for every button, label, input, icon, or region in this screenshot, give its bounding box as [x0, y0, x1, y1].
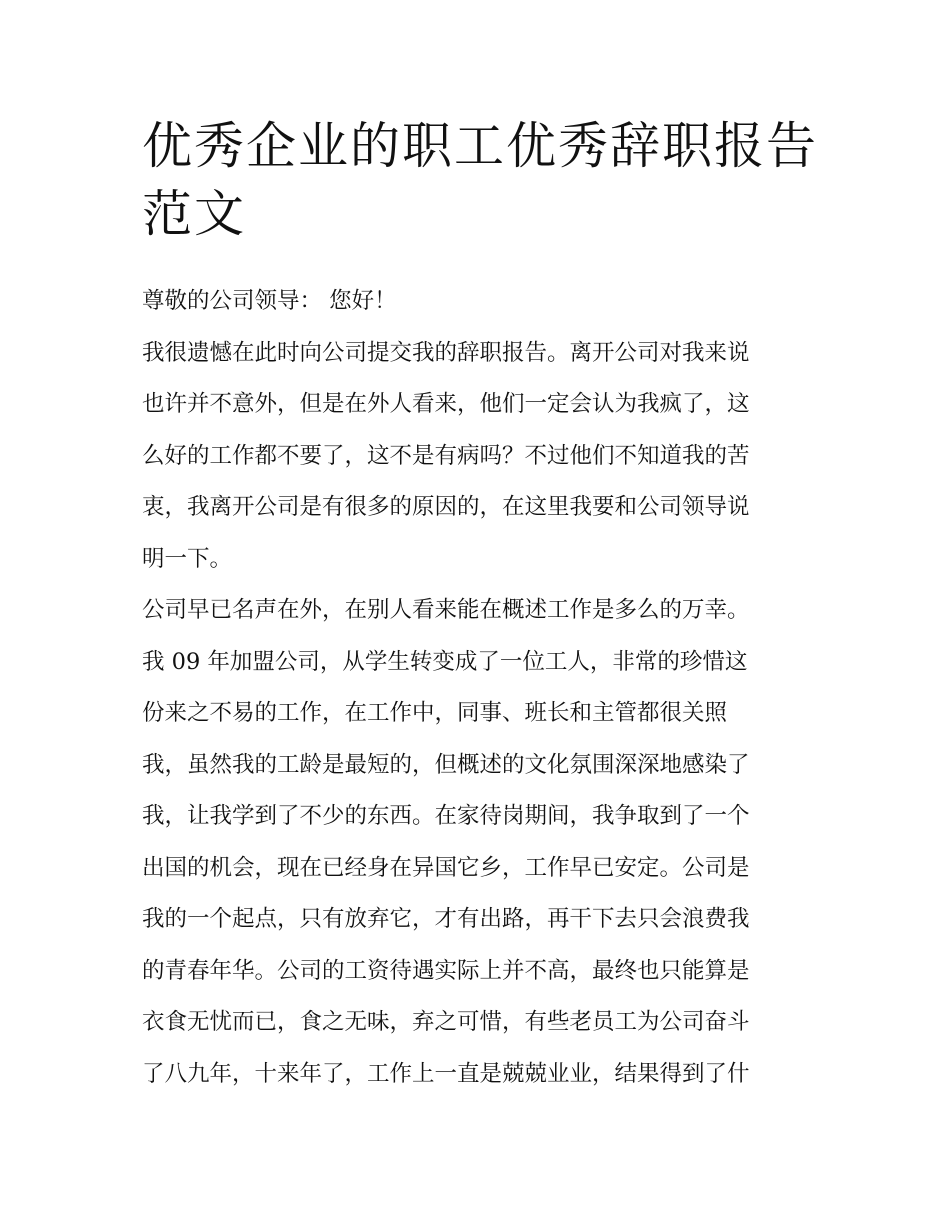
text-line: 我，让我学到了不少的东西。在家待岗期间，我争取到了一个 — [142, 803, 750, 829]
title-line: 优秀企业的职工优秀辞职报告 — [142, 117, 818, 175]
text-line: 衣食无忧而已，食之无味，弃之可惜，有些老员工为公司奋斗 — [142, 1009, 750, 1035]
text-line: 衷，我离开公司是有很多的原因的，在这里我要和公司领导说 — [142, 494, 750, 520]
text-line: 也许并不意外，但是在外人看来，他们一定会认为我疯了，这 — [142, 391, 750, 417]
text-line: 了八九年，十来年了，工作上一直是兢兢业业，结果得到了什 — [142, 1060, 750, 1087]
text-line: 我的一个起点，只有放弃它，才有出路，再干下去只会浪费我 — [142, 906, 750, 932]
text-line: 我，虽然我的工龄是最短的，但概述的文化氛围深深地感染了 — [142, 751, 750, 778]
document-body — [142, 283, 822, 1107]
document-title — [142, 112, 822, 248]
text-line: 份来之不易的工作，在工作中，同事、班长和主管都很关照 — [142, 700, 728, 726]
text-line: 么好的工作都不要了，这不是有病吗？不过他们不知道我的苦 — [142, 442, 750, 469]
text-line: 明一下。 — [142, 545, 233, 572]
title-line: 范文 — [142, 185, 246, 243]
text-line: 公司早已名声在外，在别人看来能在概述工作是多么的万幸。 — [142, 597, 750, 623]
text-line: 我很遗憾在此时向公司提交我的辞职报告。离开公司对我来说 — [142, 339, 750, 366]
text-line: 我 09 年加盟公司，从学生转变成了一位工人，非常的珍惜这 — [142, 648, 748, 675]
text-line: 的青春年华。公司的工资待遇实际上并不高，最终也只能算是 — [142, 957, 750, 984]
text-line: 出国的机会，现在已经身在异国它乡，工作早已安定。公司是 — [142, 854, 750, 881]
salutation-line: 尊敬的公司领导： 您好！ — [142, 288, 397, 314]
